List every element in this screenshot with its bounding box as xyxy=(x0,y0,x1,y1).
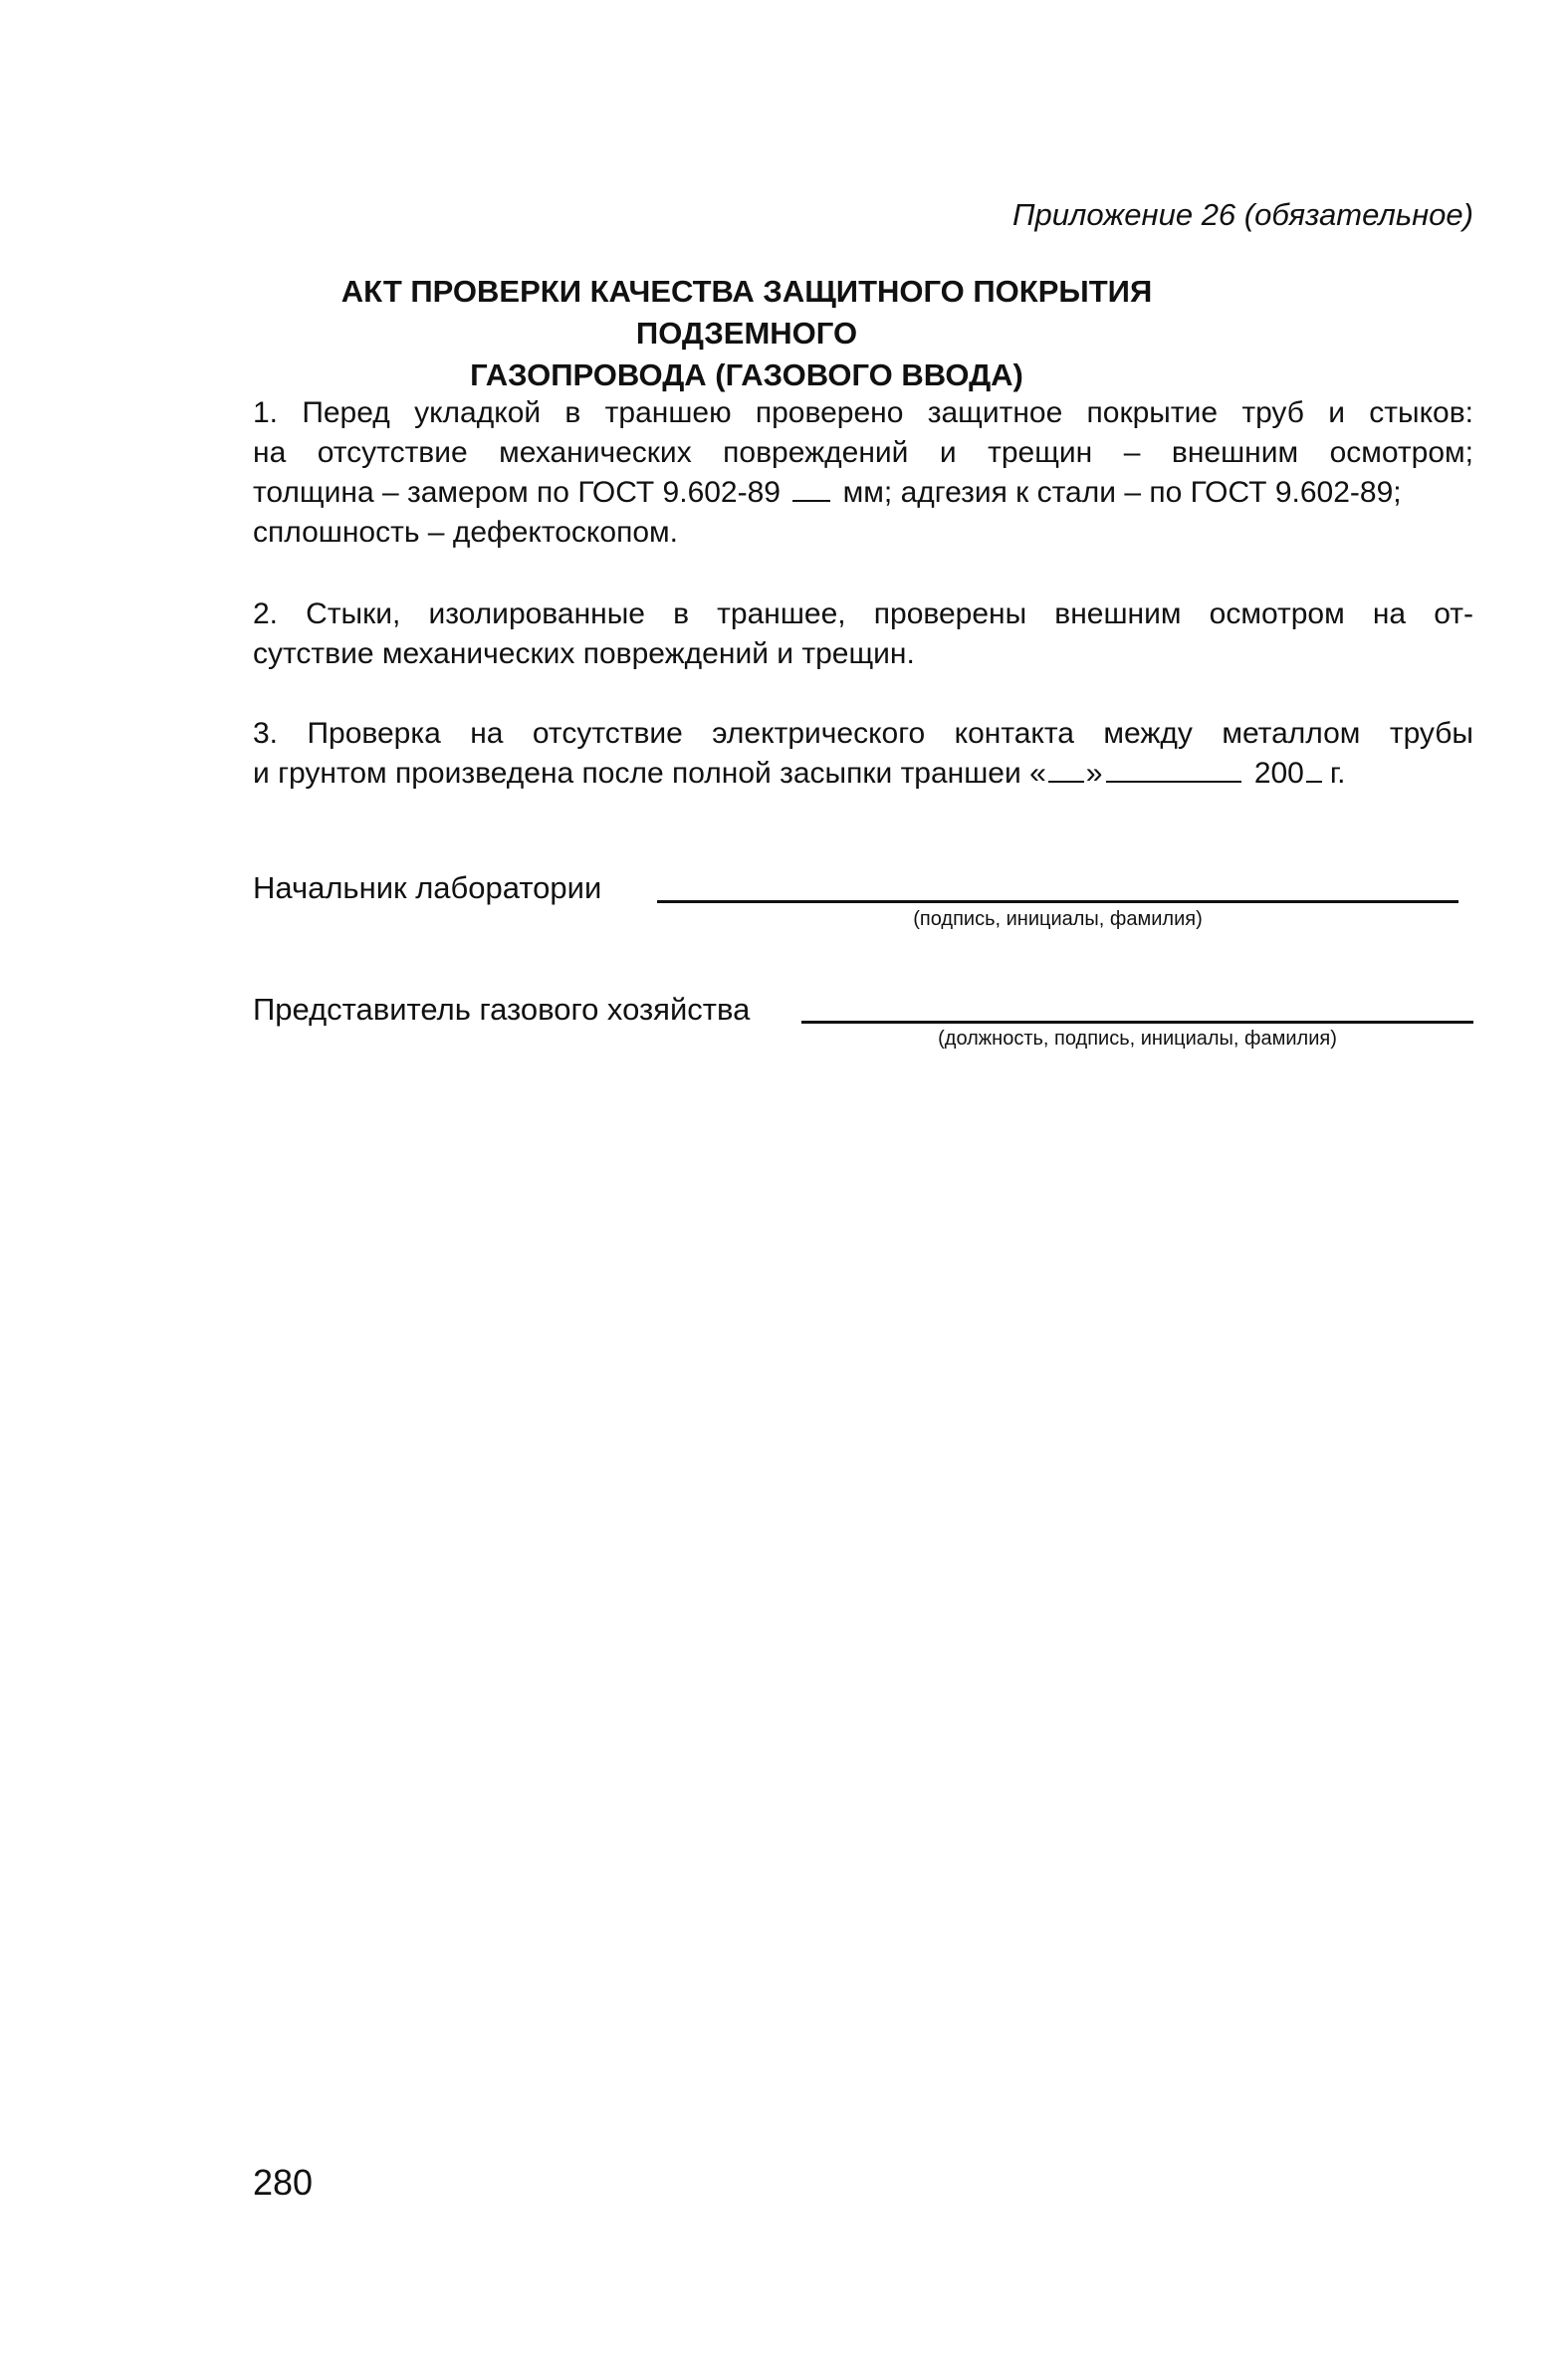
title-line-2: ГАЗОПРОВОДА (ГАЗОВОГО ВВОДА) xyxy=(470,357,1023,392)
lab-head-signature-line[interactable] xyxy=(657,900,1458,903)
gas-rep-hint: (должность, подпись, инициалы, фамилия) xyxy=(938,1028,1337,1050)
appendix-label: Приложение 26 (обязательное) xyxy=(1011,197,1473,232)
year-prefix: 200 xyxy=(1253,757,1304,790)
gas-rep-label: Представитель газового хозяйства xyxy=(253,992,751,1027)
day-blank xyxy=(1048,759,1084,783)
paragraph-1-line-2: на отсутствие механических повреждений и трещин – внешним осмотром; xyxy=(253,436,1473,469)
paragraph-3 xyxy=(253,714,1473,794)
paragraph-1-line-4: сплошность – дефектоскопом. xyxy=(253,516,678,549)
paragraph-3-line-2 xyxy=(253,754,1473,794)
paragraph-3-line-1: 3. Проверка на отсутствие электрического контакта между металлом трубы xyxy=(253,717,1473,750)
backfill-text: и грунтом произведена после полной засыпки траншеи « xyxy=(253,757,1046,790)
paragraph-2-line-1: 2. Стыки, изолированные в траншее, проверены внешним осмотром на от- xyxy=(253,597,1473,630)
adhesion-text: мм; адгезия к стали – по ГОСТ 9.602-89; xyxy=(842,476,1402,509)
month-blank xyxy=(1106,759,1241,783)
paragraph-2-line-2: сутствие механических повреждений и трещин. xyxy=(253,637,915,670)
year-suffix: г. xyxy=(1329,757,1346,790)
thickness-blank xyxy=(792,478,830,502)
lab-head-hint: (подпись, инициалы, фамилия) xyxy=(913,908,1203,930)
lab-head-label: Начальник лаборатории xyxy=(253,870,602,905)
paragraph-2 xyxy=(253,594,1473,674)
quote-close: » xyxy=(1085,757,1103,790)
year-blank xyxy=(1306,759,1322,783)
page-number: 280 xyxy=(253,2162,314,2203)
thickness-text: толщина – замером по ГОСТ 9.602-89 xyxy=(253,476,781,509)
paragraph-1-line-1: 1. Перед укладкой в траншею проверено защитное покрытие труб и стыков: xyxy=(253,396,1473,429)
document-title xyxy=(249,271,1244,396)
gas-rep-signature-line[interactable] xyxy=(801,1021,1473,1024)
paragraph-1-line-3 xyxy=(253,473,1473,513)
paragraph-1 xyxy=(253,393,1473,553)
title-line-1: АКТ ПРОВЕРКИ КАЧЕСТВА ЗАЩИТНОГО ПОКРЫТИЯ ПОДЗЕМНОГО xyxy=(340,274,1153,351)
